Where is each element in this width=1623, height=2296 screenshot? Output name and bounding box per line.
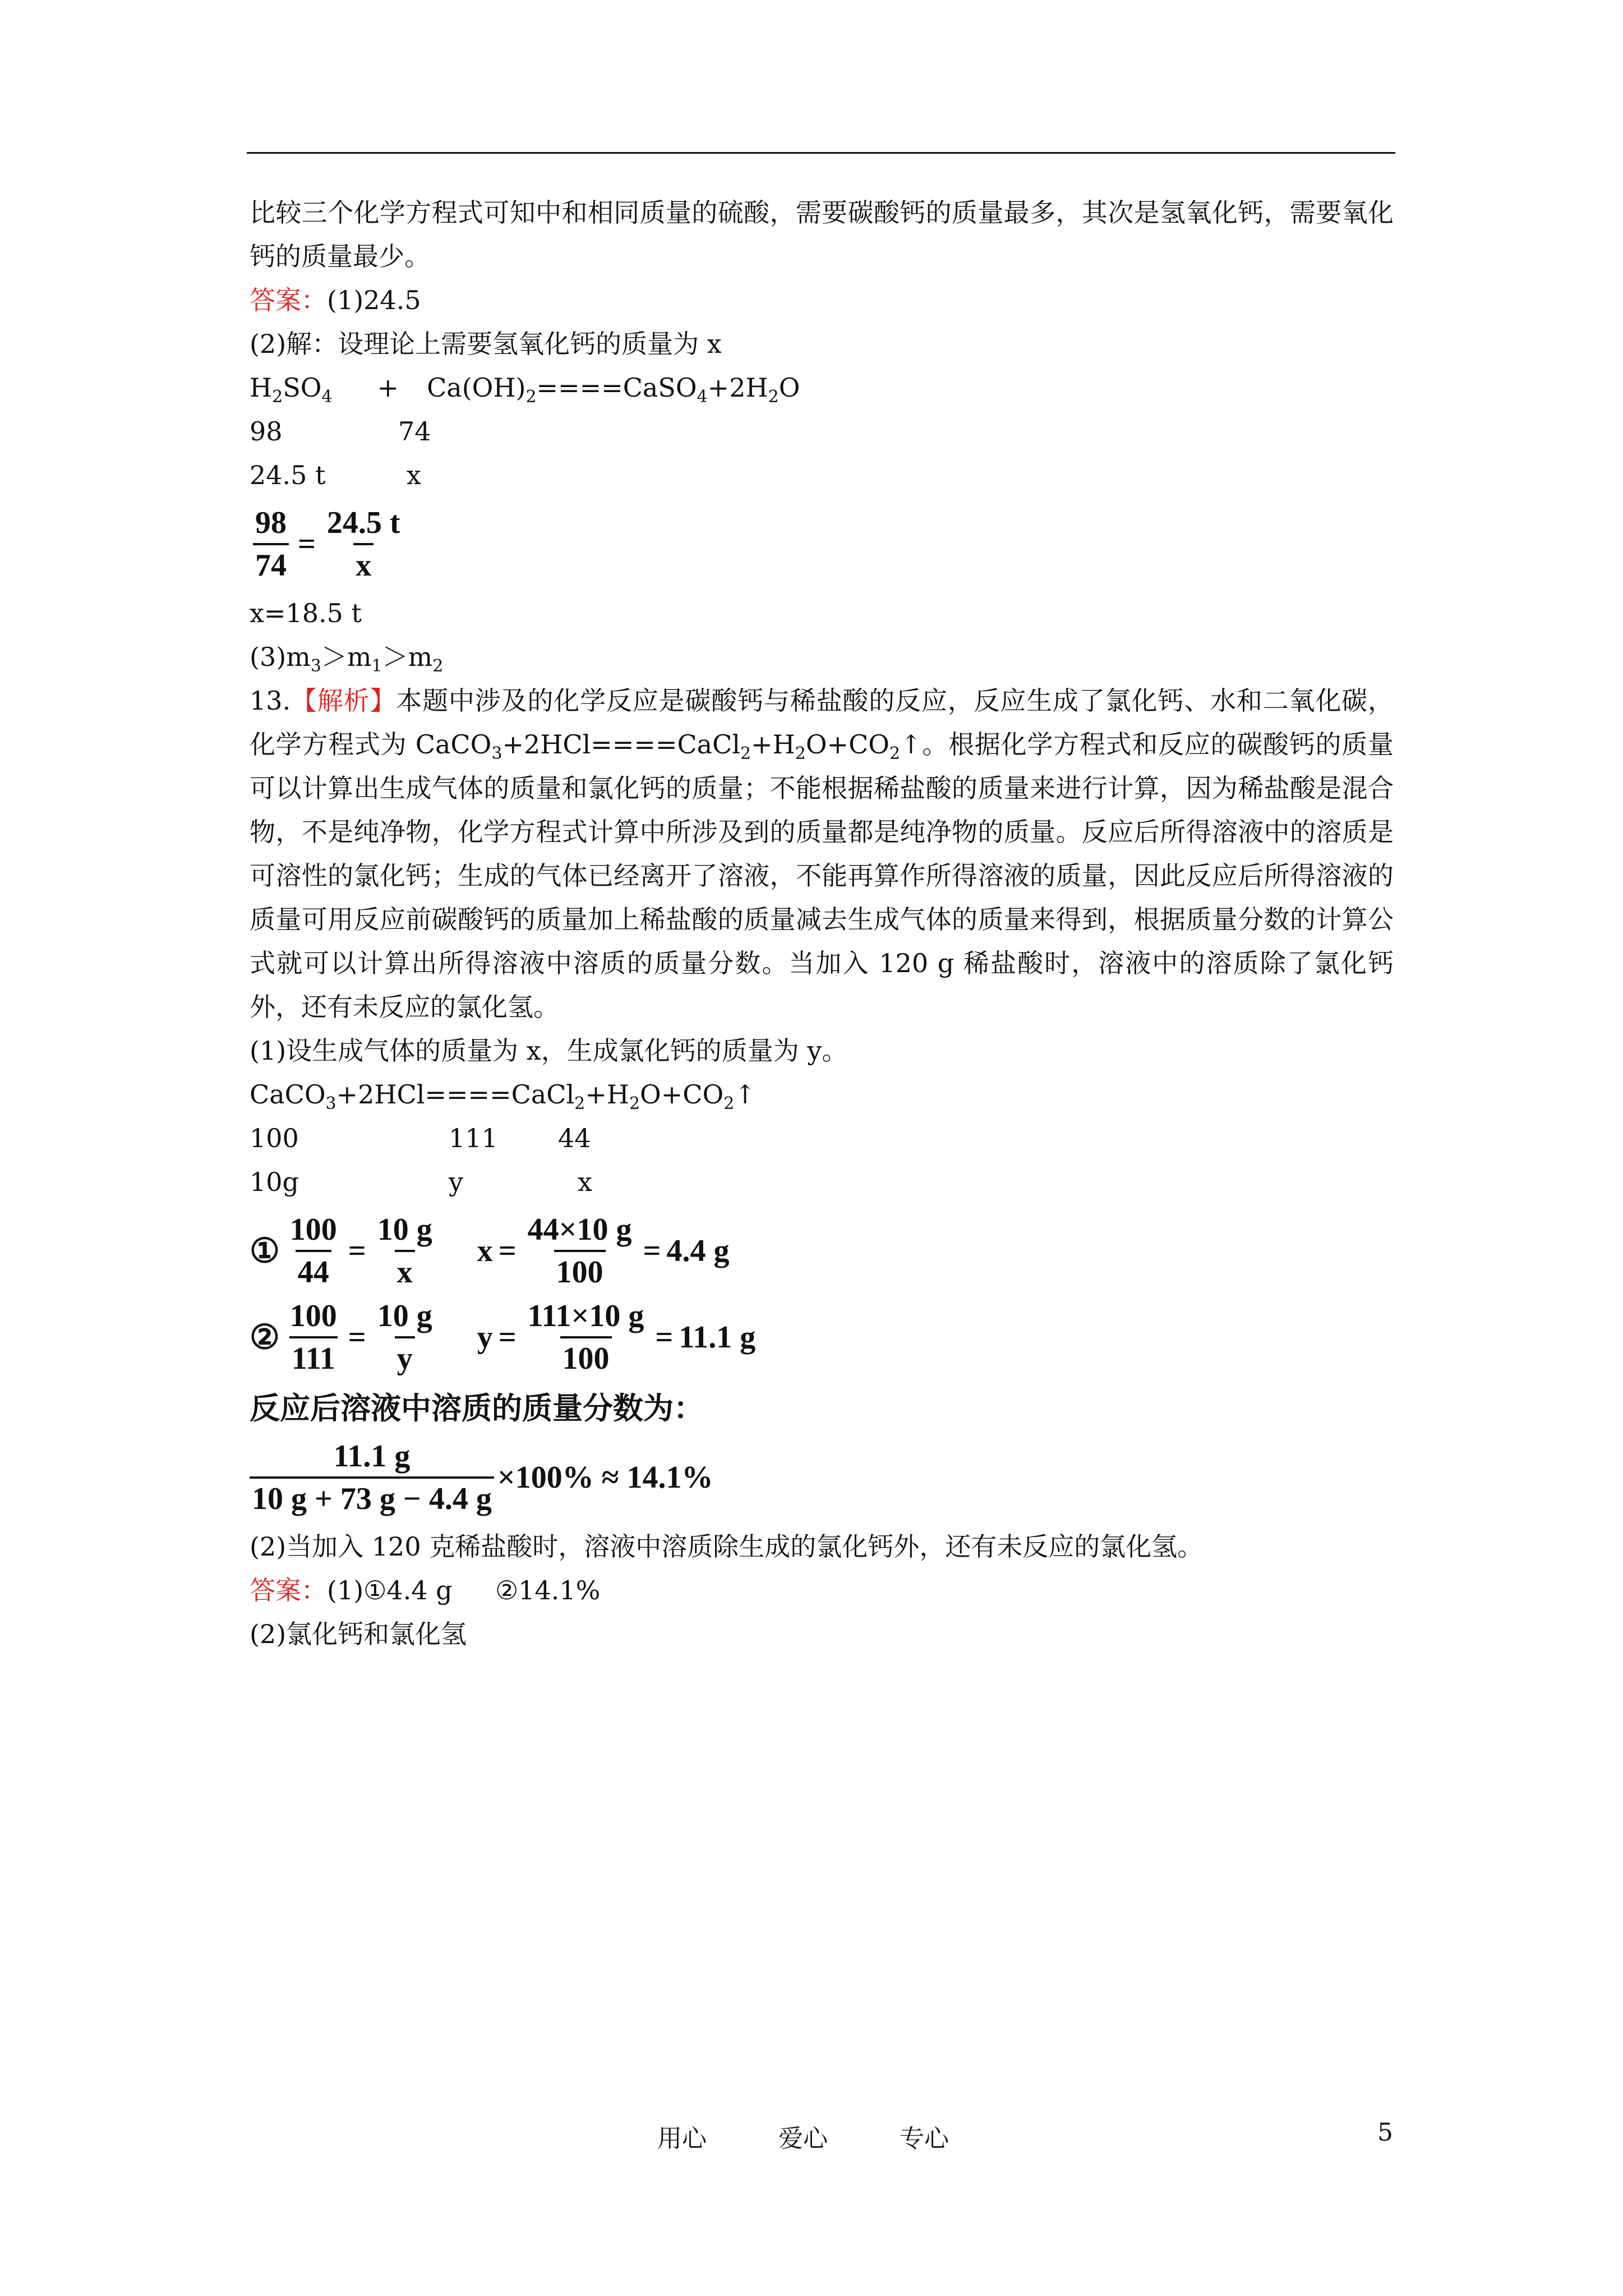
intro-paragraph: 比较三个化学方程式可知中和相同质量的硫酸，需要碳酸钙的质量最多，其次是氢氧化钙，需要氧化钙的质量最少。 xyxy=(250,197,1394,272)
calculation-2: ② $\frac{100}{111}$ = $\frac{10 g}{y}$ y = $\frac{111\times 10 g}{100}$ = 11.1 g xyxy=(250,1299,756,1376)
page-content xyxy=(250,191,1394,1656)
q13-setup: (1)设生成气体的质量为 x，生成氯化钙的质量为 y。 xyxy=(250,1036,848,1066)
mass-row-2: 100 111 44 xyxy=(250,1123,591,1153)
answer-text: (1)24.5 xyxy=(327,285,421,315)
header-rule xyxy=(247,152,1395,154)
mass-row-1: 98 74 xyxy=(250,416,431,447)
given-row-1: 24.5 t x xyxy=(250,460,421,490)
footer-motto: 用心 爱心 专心 xyxy=(657,2124,949,2153)
given-row-2: 10g y x xyxy=(250,1167,592,1197)
mass-fraction-heading: 反应后溶液中溶质的质量分数为： xyxy=(250,1391,704,1426)
question-13-analysis: 13.【解析】本题中涉及的化学反应是碳酸钙与稀盐酸的反应，反应生成了氯化钙、水和二氧化碳，化学方程式为 $CaCO_3+2HCl====CaCl_2+H_2O+CO_2↑$。根据化学方程式和反应的碳酸钙的质量可以计算出生成气体的质量和氯化钙的质量；不能根据稀盐酸的质量来进行计算，因为稀盐酸是混合物，不是纯净物，化学方程式计算中所涉及到的质量都是纯净物的质量。反应后所得溶液中的溶质是可溶性的氯化钙；生成的气体已经离开了溶液，不能再算作所得溶液的质量，因此反应后所得溶液的质量可用反应前碳酸钙的质量加上稀盐酸的质量减去生成气体的质量来得到，根据质量分数的计算公式就可以计算出所得溶液中溶质的质量分数。当加入 120 g 稀盐酸时，溶液中的溶质除了氯化钙外，还有未反应的氯化氢。 xyxy=(250,685,1394,1022)
part-3: $(3)m_3>m_1>m_2$ xyxy=(250,642,444,676)
part-2b: (2)当加入 120 克稀盐酸时，溶液中溶质除生成的氯化钙外，还有未反应的氯化氢。 xyxy=(250,1531,1204,1562)
result-1: x=18.5 t xyxy=(250,598,362,628)
proportion-1: $\frac{98}{74}$ = $\frac{24.5 t}{x}$ xyxy=(250,505,1394,583)
answer-1 xyxy=(250,278,1394,322)
answer-label: 答案： xyxy=(250,285,327,315)
part2-intro: (2)解：设理论上需要氢氧化钙的质量为 x xyxy=(250,329,722,359)
analysis-tag: 【解析】 xyxy=(291,685,396,716)
calculation-1: ① $\frac{100}{44}$ = $\frac{10 g}{x}$ x = $\frac{44\times 10 g}{100}$ = 4.4 g xyxy=(250,1212,730,1290)
equation-2: $CaCO_3+2HCl====CaCl_2+H_2O+CO_2↑$ xyxy=(250,1079,756,1114)
answer-2: 答案：(1)①4.4 g ②14.1% xyxy=(250,1575,601,1605)
calculation-3: $\frac{11.1 g}{10 g + 73 g - 4.4 g}$ ×100% ≈ 14.1% xyxy=(250,1438,1394,1517)
page-number: 5 xyxy=(1377,2118,1393,2147)
equation-1: $H_2SO_4$ + $Ca(OH)_2====CaSO_4+2H_2O$ xyxy=(250,372,800,407)
answer-2b: (2)氯化钙和氯化氢 xyxy=(250,1619,467,1649)
